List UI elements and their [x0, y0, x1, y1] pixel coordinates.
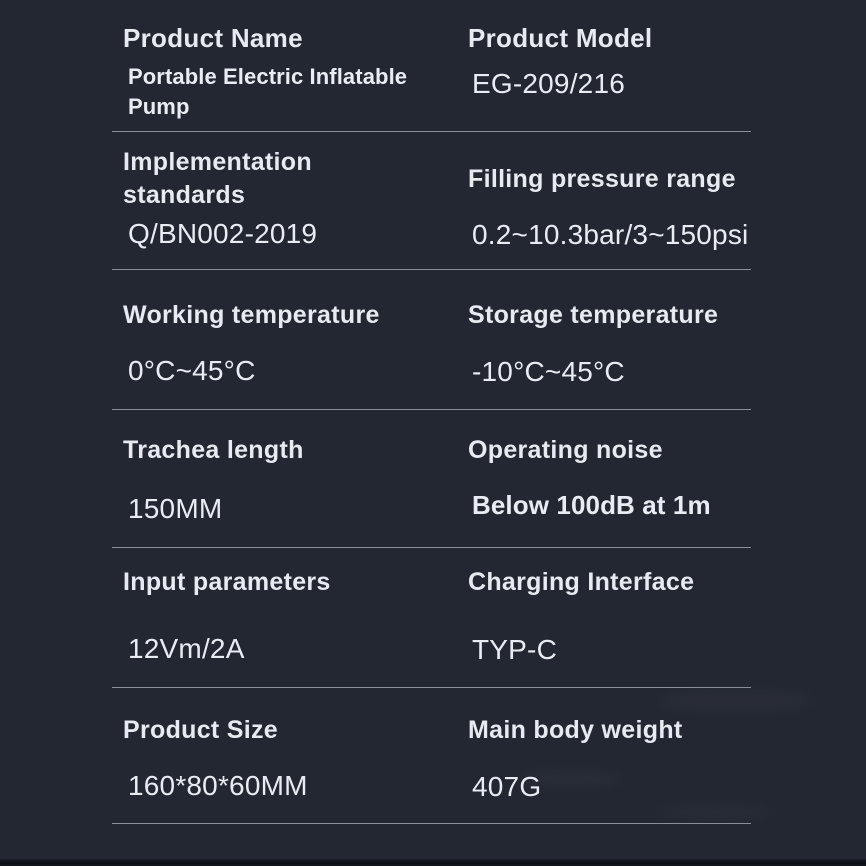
product-model-value: EG-209/216	[472, 68, 625, 99]
spec-row-trachea-noise	[0, 410, 866, 548]
implementation-standards-label: Implementation standards	[123, 148, 312, 209]
input-parameters-value: 12Vm/2A	[128, 633, 245, 664]
operating-noise-value: Below 100dB at 1m	[472, 490, 711, 520]
spec-row-temperatures	[0, 270, 866, 410]
product-size-label: Product Size	[123, 716, 279, 744]
charging-interface-label: Charging Interface	[468, 568, 695, 596]
storage-temperature-label: Storage temperature	[468, 301, 719, 329]
product-model-label: Product Model	[468, 23, 653, 53]
product-name-value: Portable Electric Inflatable Pump	[128, 64, 408, 119]
working-temperature-label: Working temperature	[123, 301, 380, 329]
main-body-weight-label: Main body weight	[468, 716, 683, 744]
working-temperature-value: 0°C~45°C	[128, 355, 256, 386]
implementation-standards-value: Q/BN002-2019	[128, 218, 318, 249]
spec-row-product	[0, 0, 866, 132]
operating-noise-label: Operating noise	[468, 436, 663, 464]
charging-interface-value: TYP-C	[472, 634, 557, 665]
trachea-length-value: 150MM	[128, 493, 223, 524]
product-size-value: 160*80*60MM	[128, 770, 308, 801]
filling-pressure-range-value: 0.2~10.3bar/3~150psi	[472, 219, 749, 250]
trachea-length-label: Trachea length	[123, 436, 304, 464]
input-parameters-label: Input parameters	[123, 568, 331, 596]
main-body-weight-value: 407G	[472, 771, 542, 802]
filling-pressure-range-label: Filling pressure range	[468, 165, 736, 193]
spec-row-input-charging	[0, 548, 866, 688]
storage-temperature-value: -10°C~45°C	[472, 356, 625, 387]
bottom-edge-bar	[0, 859, 866, 866]
product-name-label: Product Name	[123, 23, 303, 53]
spec-row-standards-pressure	[0, 132, 866, 270]
spec-row-size-weight	[0, 688, 866, 824]
